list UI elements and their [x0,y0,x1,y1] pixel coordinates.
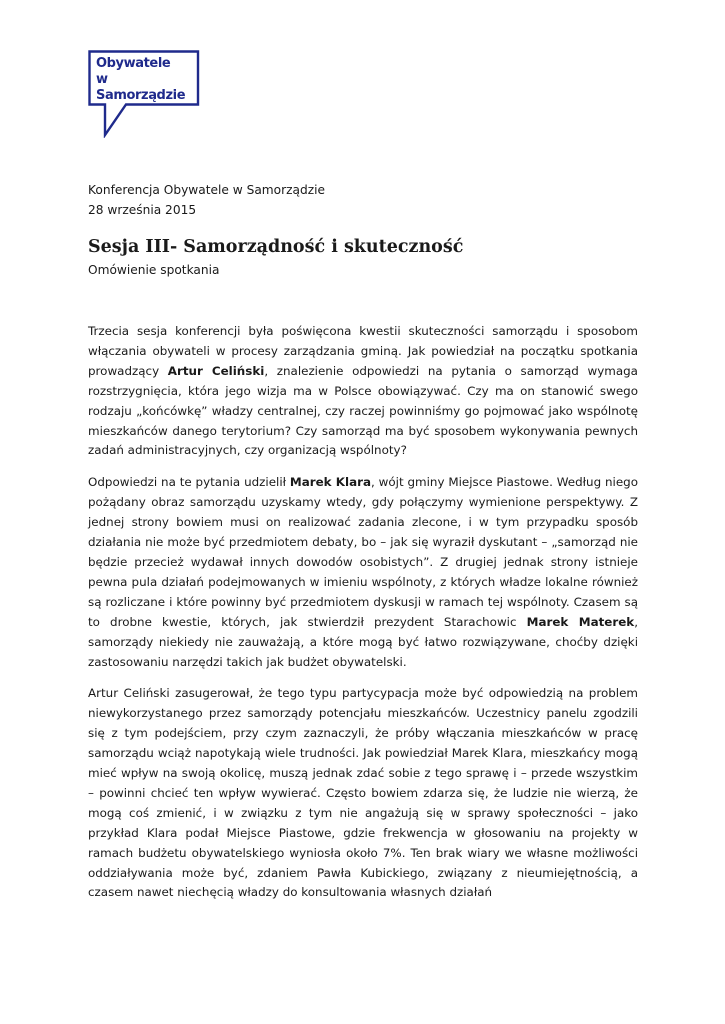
logo-line-1: Obywatele [96,56,171,71]
logo [88,50,200,138]
paragraph-text: Odpowiedzi na te pytania udzielił [88,475,290,490]
document-meta [88,180,325,220]
person-name: Marek Klara [289,475,371,490]
paragraph-1 [88,322,638,461]
paragraph-text: , znalezienie odpowiedzi na pytania o samorząd wymaga rozstrzygnięcia, która jego wizja ma w Polsce obowiązywać. Czy ma on stanowić swego rodzaju „końcówkę” władzy centralnej, czy raczej powinniśmy go pojmować jako wspólnotę mieszkańców danego terytorium? Czy samorząd ma być sposobem wykonywania pewnych zadań administracyjnych, czy organizacją wspólnoty? [88,363,638,458]
event-date: 28 września 2015 [88,203,197,217]
paragraph-3 [88,684,638,903]
person-name: Artur Celiński [167,363,265,378]
paragraph-2 [88,473,638,672]
paragraph-text: Artur Celiński zasugerował, że tego typu partycypacja może być odpowiedzią na problem niewykorzystanego przez samorządy potencjału mieszkańców. Uczestnicy panelu zgodzili się z tym podejściem, przy czym zaznaczyli, że próby włączania mieszkańców w pracę samorządu wciąż napotykają wiele trudności. Jak powiedział Marek Klara, mieszkańcy mogą mieć wpływ na swoją okolicę, muszą jednak zdać sobie z tego sprawę i – przede wszystkim – powinni chcieć ten wpływ wywierać. Często bowiem zdarza się, że ludzie nie wierzą, że mogą coś zmienić, i w związku z tym nie angażują się w sprawy społeczności – jako przykład Klara podał Miejsce Piastowe, gdzie frekwencja w głosowaniu na projekty w ramach budżetu obywatelskiego wyniosła około 7%. Ten brak wiary we własne możliwości oddziaływania może być, zdaniem Pawła Kubickiego, związany z nieumiejętnością, a czasem nawet niechęcią władzy do konsultowania własnych działań [88,686,638,900]
person-name: Marek Materek [526,614,635,629]
event-name: Konferencja Obywatele w Samorządzie [88,183,326,197]
page-subtitle: Omówienie spotkania [88,263,220,277]
logo-line-2: w Samorządzie [96,72,186,103]
paragraph-text: , wójt gminy Miejsce Piastowe. Według niego pożądany obraz samorządu uzyskamy wtedy, gdy połączymy wymienione perspektywy. Z jednej strony bowiem musi on realizować zadania zlecone, i w tym przypadku sposób działania nie może być przedmiotem debaty, bo – jak się wyraził dyskutant – „samorząd nie będzie przecież wydawał innych dowodów osobistych”. Z drugiej jednak strony istnieje pewna pula działań podejmowanych w imieniu wspólnoty, z których władze lokalne również są rozliczane i które powinny być przedmiotem dyskusji w ramach tej wspólnoty. Czasem są to drobne kwestie, których, jak stwierdził prezydent Starachowic [88,475,638,629]
document-body [88,322,638,915]
page-title: Sesja III- Samorządność i skuteczność [88,237,464,257]
paragraph-text: , samorządy niekiedy nie zauważają, a które mogą być łatwo rozwiązywane, choćby dzięki zastosowaniu narzędzi takich jak budżet obywatelski. [88,614,638,669]
paragraph-text: Trzecia sesja konferencji była poświęcona kwestii skuteczności samorządu i sposobom włączania obywateli w procesy zarządzania gminą. Jak powiedział na początku spotkania prowadzący [88,324,638,378]
logo-text [96,56,200,104]
